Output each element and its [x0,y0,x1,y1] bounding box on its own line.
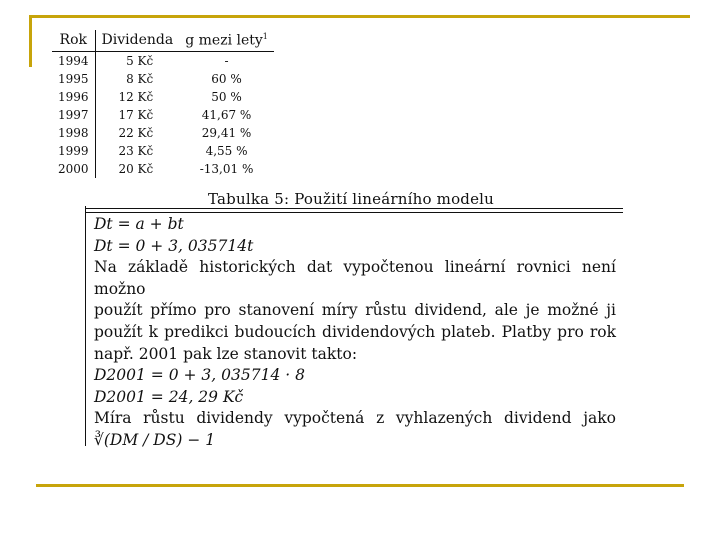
bottom-gold-rule [36,484,684,487]
paragraph-line: použít k predikci budoucích dividendových plateb. Platby pro rok [94,322,616,341]
cell-year: 1995 [52,70,95,88]
cell-growth: 60 % [211,71,242,86]
table-row [52,51,274,70]
cell-dividend: 23 Kč [118,143,154,158]
col-header-growth: g mezi lety$^1$ [179,30,274,51]
equation-growth-rate: ∛(DM / DS) − 1 [94,430,216,449]
text-box [85,206,623,449]
equation-linear-model: Dt = a + bt [94,215,184,233]
paragraph-line: např. 2001 pak lze stanovit takto: [94,344,358,363]
cell-dividend: 22 Kč [118,125,154,140]
table-row [52,124,274,142]
table-caption: Tabulka 5: Použití lineárního modelu [208,190,495,208]
col-header-year: Rok [52,30,95,51]
paragraph-line: Na základě historických dat vypočtenou lineární rovnici není možno [94,258,616,298]
paragraph-line: použít přímo pro stanovení míry růstu dividend, ale je možné ji [94,301,616,320]
paragraph-line: Míra růstu dividendy vypočtená z vyhlazených dividend jako [94,409,616,428]
equation-fitted-model: Dt = 0 + 3, 035714t [94,236,254,255]
cell-growth: 4,55 % [205,143,248,158]
cell-dividend: 8 Kč [126,71,154,86]
cell-growth: - [224,53,229,68]
cell-growth: 41,67 % [201,107,252,122]
top-gold-rule [29,15,690,18]
dividend-table-container [52,30,294,185]
left-gold-rule [29,15,32,67]
double-rule-bottom [86,212,623,213]
cell-dividend: 20 Kč [118,161,154,176]
table-row [52,88,274,106]
text-content [94,214,616,452]
cell-growth: 29,41 % [201,125,252,140]
cell-growth: -13,01 % [199,161,254,176]
cell-year: 1998 [52,124,95,142]
equation-prediction: D2001 = 0 + 3, 035714 · 8 [94,366,305,385]
table-header-row [52,30,274,51]
dividend-table [52,30,274,178]
cell-dividend: 5 Kč [126,53,154,68]
cell-year: 1994 [52,51,95,70]
table-row [52,106,274,124]
double-rule-top [86,208,623,209]
table-row [52,70,274,88]
cell-year: 1997 [52,106,95,124]
table-row [52,142,274,160]
footnote-marker: 1 [262,32,268,41]
cell-year: 2000 [52,160,95,178]
equation-prediction-result: D2001 = 24, 29 Kč [94,387,244,406]
cell-year: 1999 [52,142,95,160]
table-row [52,160,274,178]
col-header-dividend: Dividenda [95,30,179,51]
cell-dividend: 17 Kč [118,107,154,122]
cell-growth: 50 % [211,89,242,104]
cell-dividend: 12 Kč [118,89,154,104]
cell-year: 1996 [52,88,95,106]
